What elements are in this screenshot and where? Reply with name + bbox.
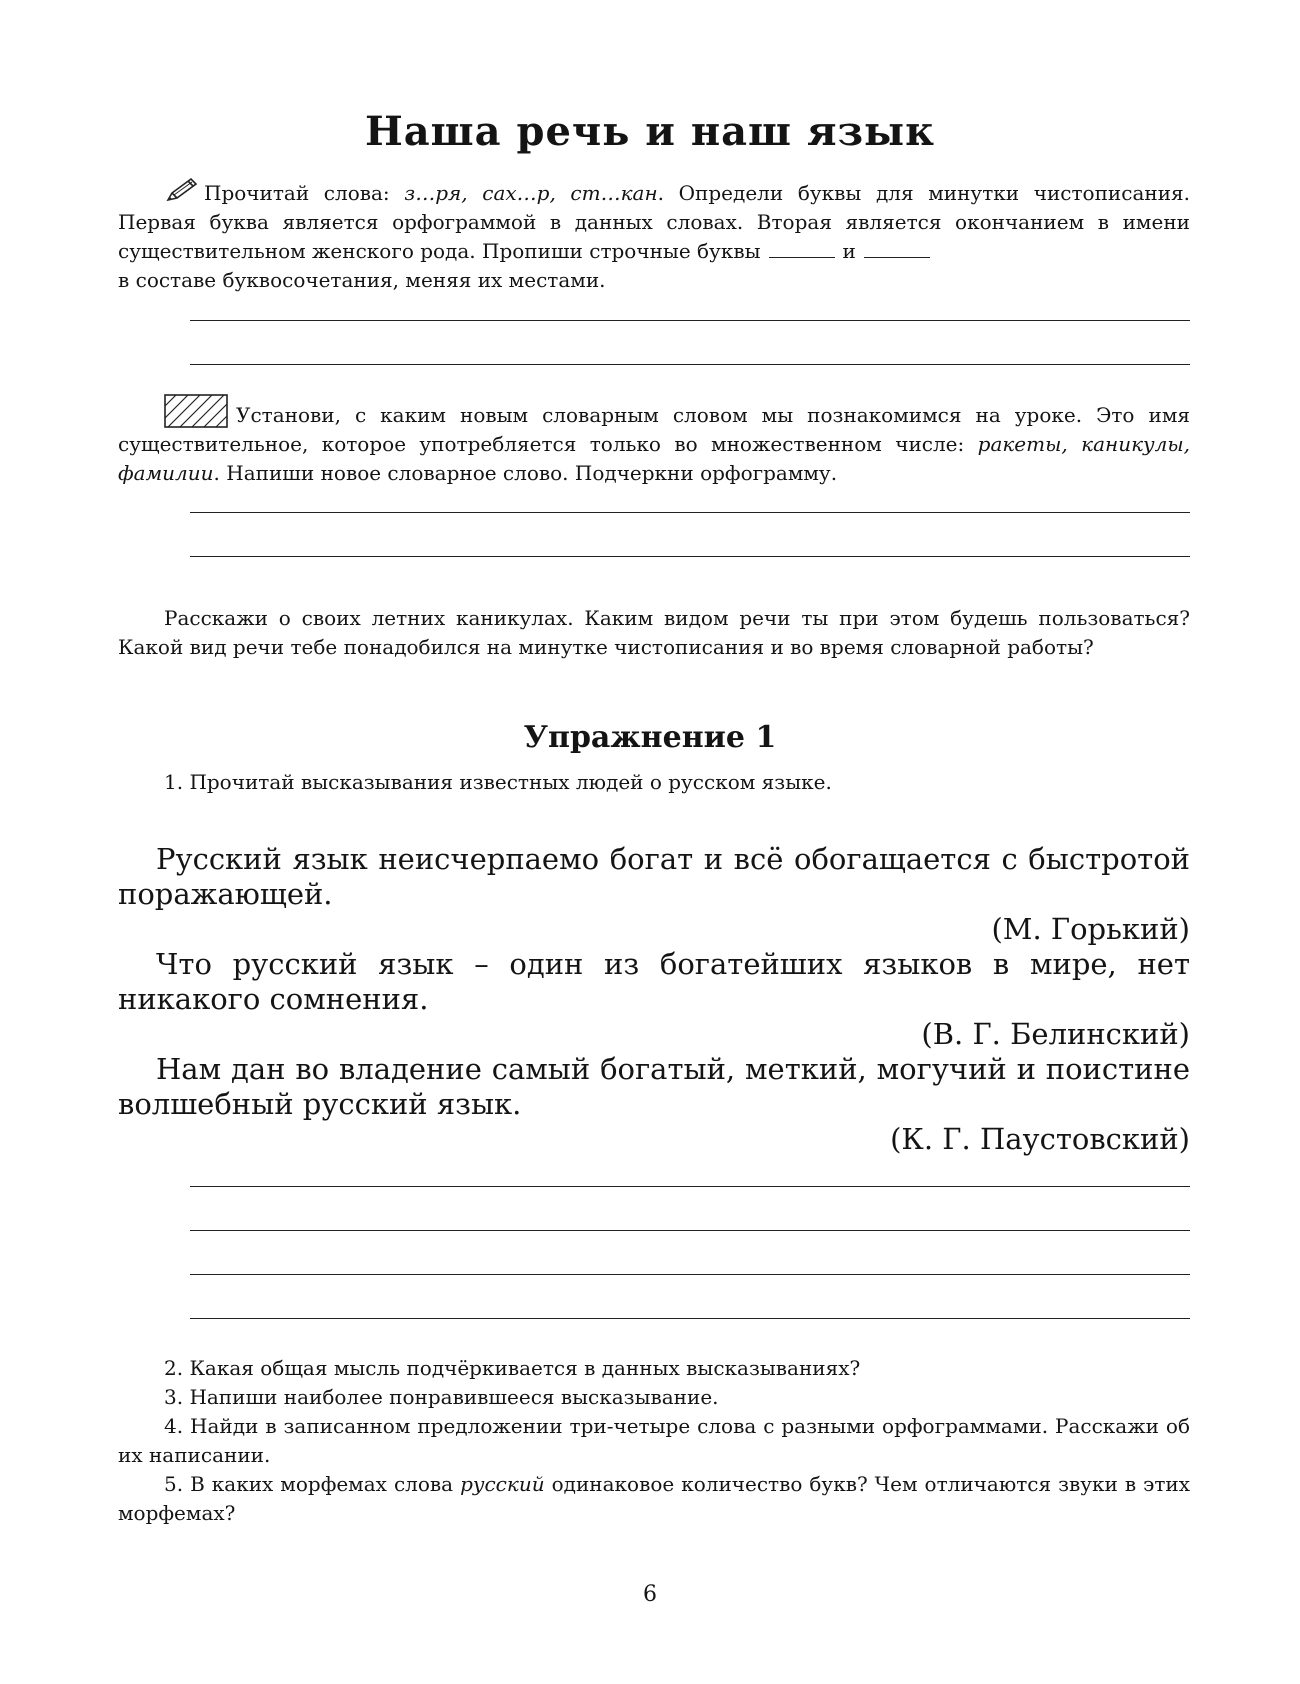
quote-author: (К. Г. Паустовский)	[890, 1122, 1190, 1156]
exercise-item-1	[118, 768, 1190, 797]
writing-line[interactable]	[190, 1318, 1190, 1319]
task1-words: з…ря, сах…р, ст…кан	[404, 181, 658, 205]
writing-line[interactable]	[190, 1230, 1190, 1231]
writing-line[interactable]	[190, 512, 1190, 513]
hatched-box-icon	[164, 394, 228, 428]
exercise-item-2: 2. Какая общая мысль подчёркивается в данных высказываниях?	[164, 1356, 861, 1380]
task1-tail: в составе буквосочетания, меняя их местами.	[118, 268, 606, 292]
task2-tail: . Напиши новое словарное слово. Подчеркни орфограмму.	[213, 461, 838, 485]
writing-line[interactable]	[190, 1186, 1190, 1187]
exercise-items-2-5	[118, 1354, 1190, 1528]
task-dictionary-word	[118, 394, 1190, 488]
page-title: Наша речь и наш язык	[364, 108, 936, 155]
exercise-item-3: 3. Напиши наиболее понравившееся высказывание.	[164, 1385, 719, 1409]
exercise-item-4: 4. Найди в записанном предложении три-четыре слова с разными орфограммами. Расскажи об их написании.	[118, 1414, 1190, 1467]
quotes-block	[118, 842, 1190, 1157]
pencil-icon	[164, 176, 200, 204]
letter-blank-1[interactable]	[769, 239, 835, 258]
task2-examples: ракеты, каникулы, фамилии	[118, 432, 1190, 485]
quote-author: (М. Горький)	[991, 912, 1190, 946]
quote-author: (В. Г. Белинский)	[921, 1017, 1190, 1051]
writing-line[interactable]	[190, 1274, 1190, 1275]
quote-text: Русский язык неисчерпаемо богат и всё обогащается с быстротой поражающей.	[118, 842, 1190, 911]
quote-text: Что русский язык – один из богатейших языков в мире, нет никакого сомнения.	[118, 947, 1190, 1016]
task-calligraphy	[118, 176, 1190, 295]
task1-conj: и	[842, 239, 856, 263]
task1-text: . Определи буквы для минутки чистописания. Первая буква является орфограммой в данных словах. Вторая является окончанием в имени существительном женского рода. Пропиши строчные буквы	[118, 181, 1191, 263]
page-number: 6	[643, 1582, 657, 1607]
task3-text: Расскажи о своих летних каникулах. Каким видом речи ты при этом будешь пользоваться? Какой вид речи тебе понадобился на минутке чистописания и во время словарной работы?	[118, 606, 1190, 659]
item5-part-a: 5. В каких морфемах слова	[164, 1472, 461, 1496]
item5-word: русский	[460, 1472, 545, 1496]
task-speech-types	[118, 604, 1190, 662]
exercise-item-5	[118, 1470, 1190, 1528]
exercise-item-1-text: 1. Прочитай высказывания известных людей о русском языке.	[164, 770, 832, 794]
item5-part-b: одинаковое количество букв? Чем отличаются звуки в этих морфемах?	[118, 1472, 1190, 1525]
writing-line[interactable]	[190, 320, 1190, 321]
writing-line[interactable]	[190, 364, 1190, 365]
task1-intro: Прочитай слова:	[204, 181, 405, 205]
letter-blank-2[interactable]	[864, 239, 930, 258]
task2-text: Установи, с каким новым словарным словом мы познакомимся на уроке. Это имя существительное, которое употребляется только во множественном числе:	[118, 403, 1190, 456]
writing-line[interactable]	[190, 556, 1190, 557]
exercise-heading: Упражнение 1	[523, 720, 777, 755]
quote-text: Нам дан во владение самый богатый, меткий, могучий и поистине волшебный русский язык.	[118, 1052, 1190, 1121]
